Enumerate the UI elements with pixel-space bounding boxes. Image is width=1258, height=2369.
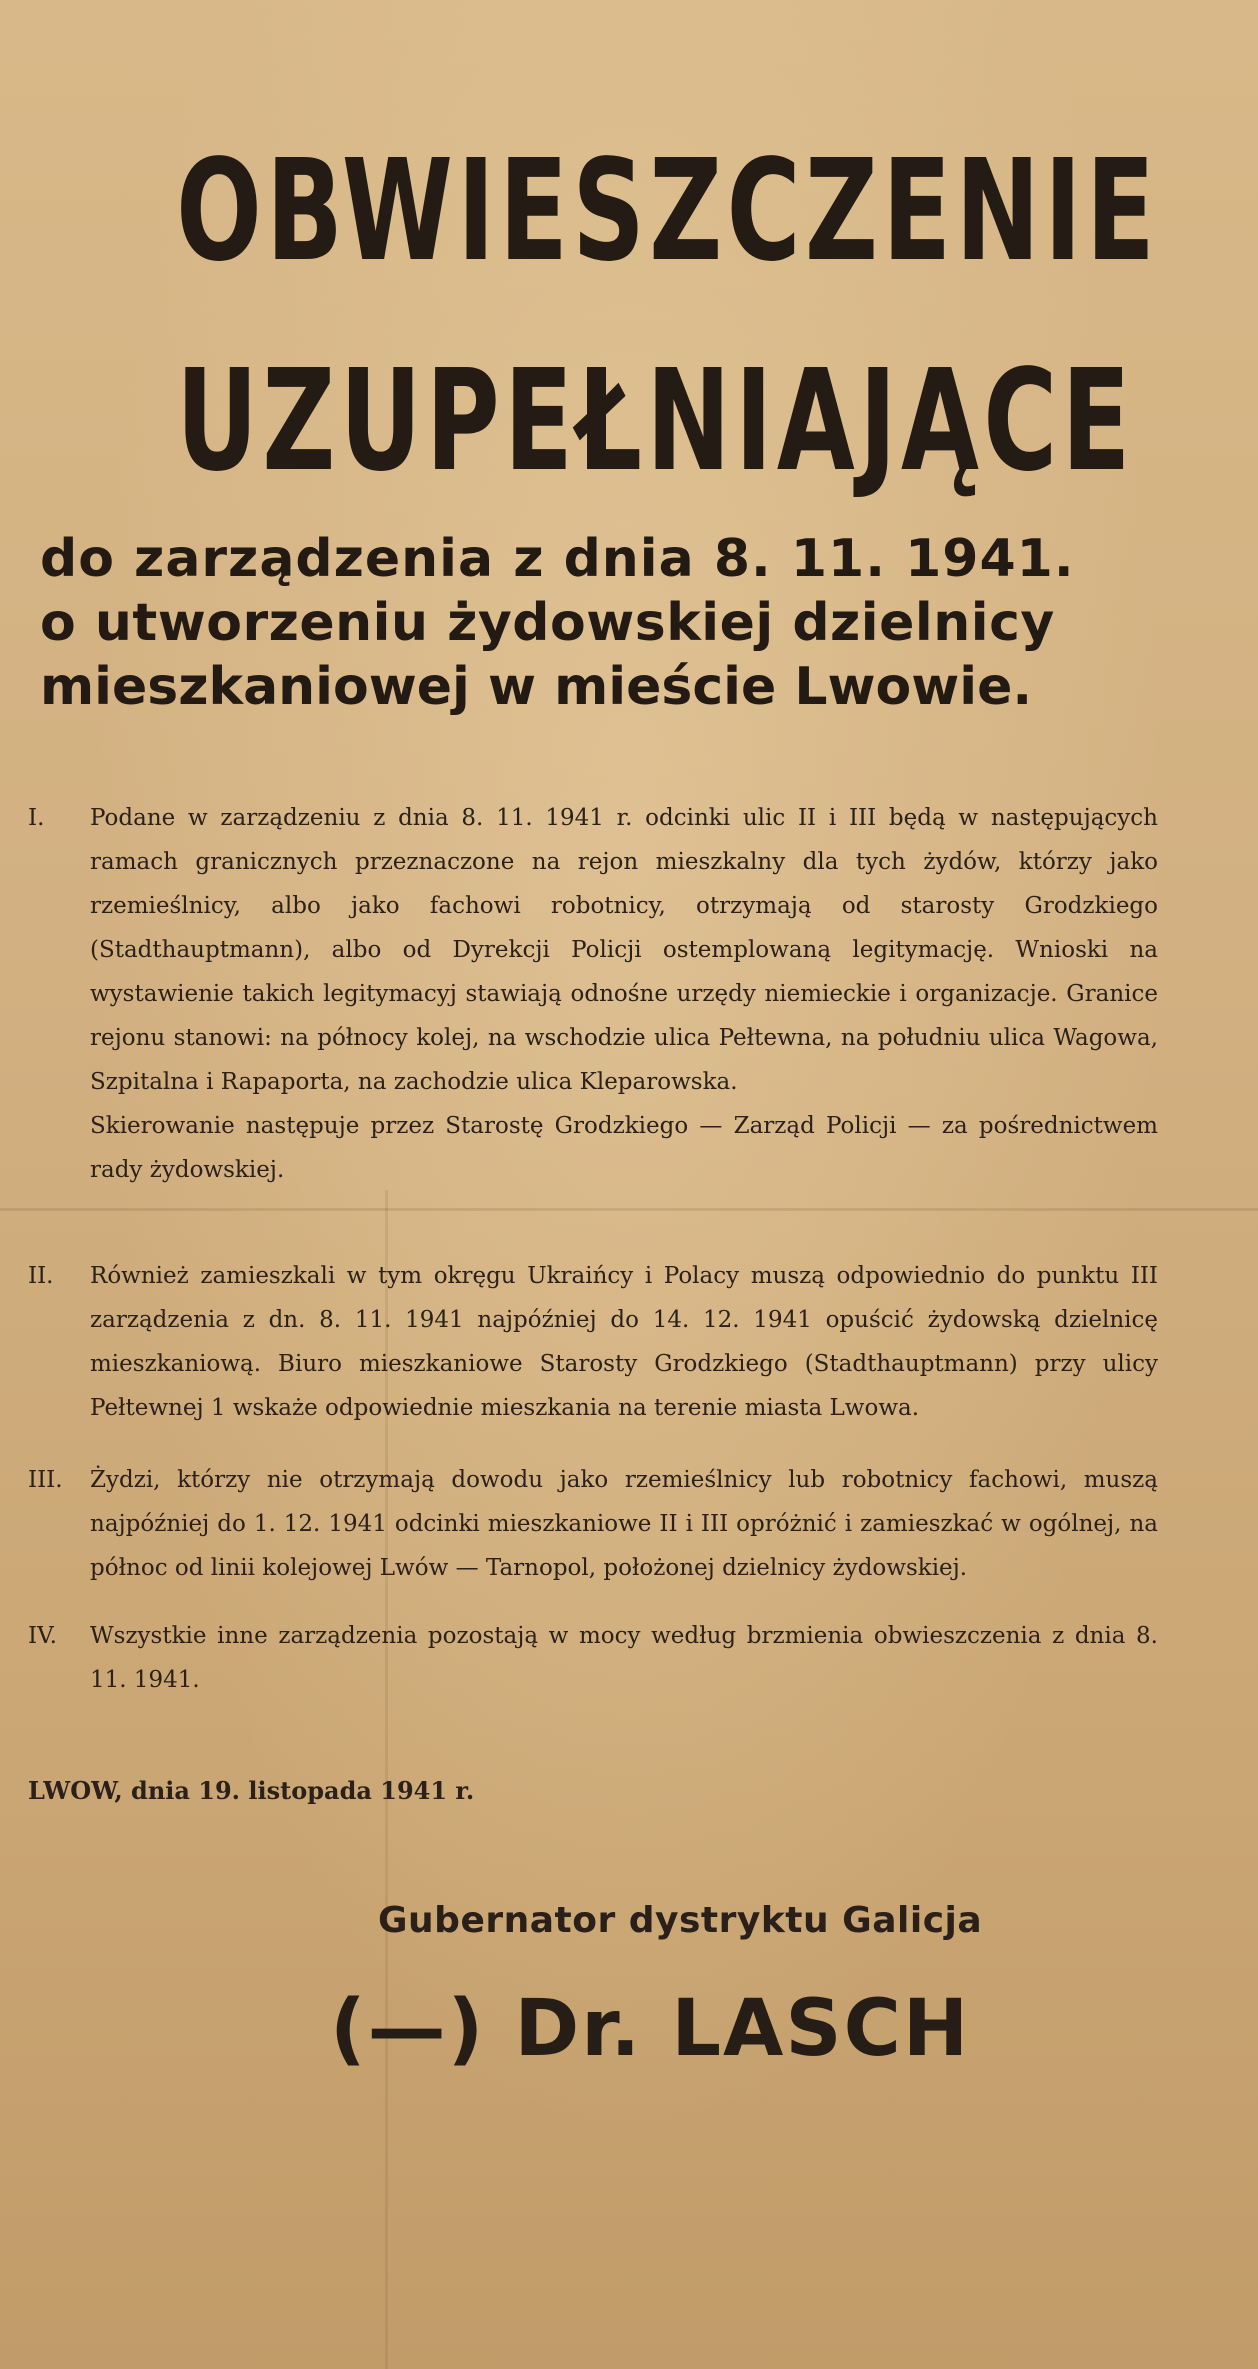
section-number: III. <box>28 1467 63 1493</box>
section-3 <box>28 1458 1158 1590</box>
title-line-2: UZUPEŁNIAJĄCE <box>176 340 1135 503</box>
section-number: II. <box>28 1263 54 1289</box>
section-text: Podane w zarządzeniu z dnia 8. 11. 1941 r. odcinki ulic II i III będą w następujących ramach granicznych przeznaczone na rejon mieszkalny dla tych żydów, którzy jako rzemieślnicy, albo jako fachowi robotnicy, otrzymają od starosty Grodzkiego (Stadthauptmann), albo od Dyrekcji Policji ostemplowaną legitymację. Wnioski na wystawienie takich legitymacyj stawiają odnośne urzędy niemieckie i organizacje. Granice rejonu stanowi: na północy kolej, na wschodzie ulica Pełtewna, na południu ulica Wagowa, Szpitalna i Rapaporta, na zachodzie ulica Kleparowska. <box>90 805 1158 1095</box>
subtitle-line-2: o utworzeniu żydowskiej dzielnicy <box>40 593 1055 653</box>
section-text: Żydzi, którzy nie otrzymają dowodu jako rzemieślnicy lub robotnicy fachowi, muszą najpóźniej do 1. 12. 1941 odcinki mieszkaniowe II i III opróżnić i zamieszkać w ogólnej, na północ od linii kolejowej Lwów — Tarnopol, położonej dzielnicy żydowskiej. <box>90 1467 1158 1581</box>
section-text: Również zamieszkali w tym okręgu Ukraińcy i Polacy muszą odpowiednio do punktu III zarządzenia z dn. 8. 11. 1941 najpóźniej do 14. 12. 1941 opuścić żydowską dzielnicę mieszkaniową. Biuro mieszkaniowe Starosty Grodzkiego (Stadthauptmann) przy ulicy Pełtewnej 1 wskaże odpowiednie mieszkania na terenie miasta Lwowa. <box>90 1263 1158 1421</box>
governor-title: Gubernator dystryktu Galicja <box>378 1900 983 1941</box>
section-text: Wszystkie inne zarządzenia pozostają w mocy według brzmienia obwieszczenia z dnia 8. 11. 1941. <box>90 1623 1158 1693</box>
signature: (—) Dr. LASCH <box>330 1984 971 2074</box>
paper-fold-horizontal <box>0 1208 1258 1211</box>
section-2 <box>28 1254 1158 1430</box>
section-number: I. <box>28 805 45 831</box>
section-4 <box>28 1614 1158 1702</box>
title-line-1: OBWIESZCZENIE <box>176 130 1160 293</box>
section-text-continuation: Skierowanie następuje przez Starostę Grodzkiego — Zarząd Policji — za pośrednictwem rady żydowskiej. <box>90 1113 1158 1183</box>
section-1 <box>28 796 1158 1192</box>
section-number: IV. <box>28 1623 57 1649</box>
place-and-date: LWOW, dnia 19. listopada 1941 r. <box>28 1776 475 1805</box>
subtitle-line-3: mieszkaniowej w mieście Lwowie. <box>40 657 1033 717</box>
subtitle-line-1: do zarządzenia z dnia 8. 11. 1941. <box>40 529 1075 589</box>
